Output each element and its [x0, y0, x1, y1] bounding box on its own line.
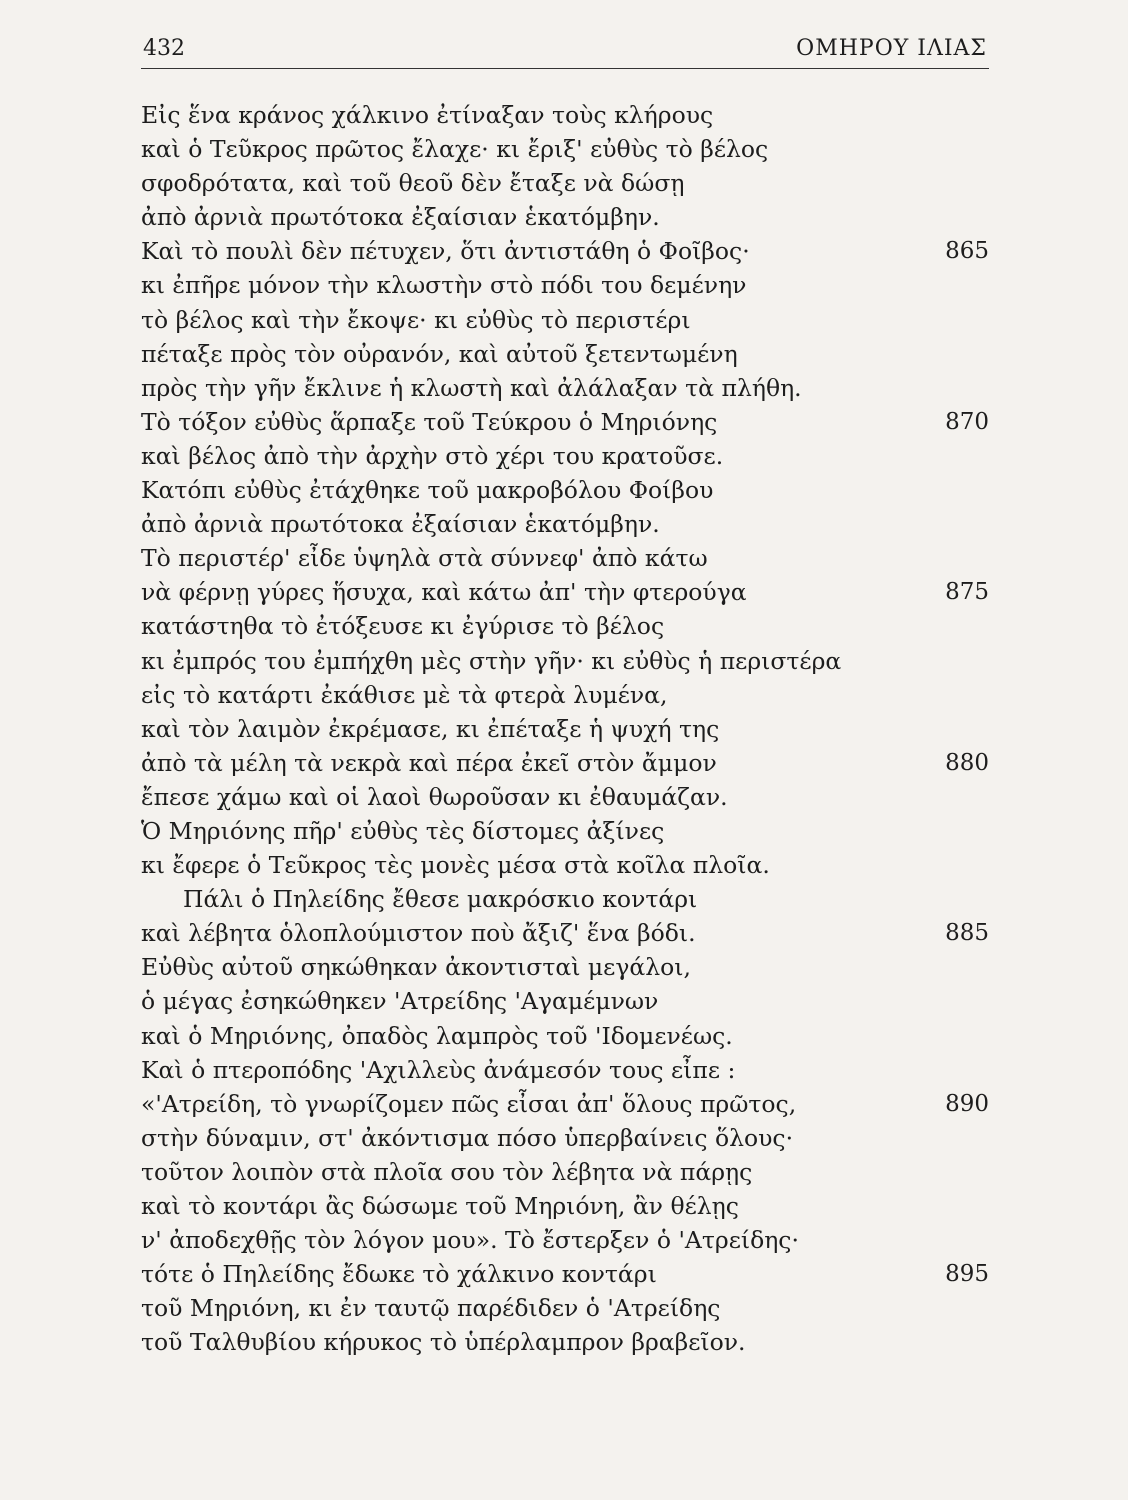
- verse-line: [141, 746, 989, 780]
- verse-text: τοῦτον λοιπὸν στὰ πλοῖα σου τὸν λέβητα νὰ πάρῃς: [141, 1157, 753, 1186]
- verse-text: νὰ φέρνῃ γύρες ἥσυχα, καὶ κάτω ἀπ' τὴν φτερούγα: [141, 578, 747, 607]
- verse-line: [141, 541, 989, 575]
- verse-text: Πάλι ὁ Πηλείδης ἔθεσε μακρόσκιο κοντάρι: [183, 885, 698, 914]
- verse-line: [141, 132, 989, 166]
- verse-text: καὶ ὁ Μηριόνης, ὀπαδὸς λαμπρὸς τοῦ 'Ιδομενέως.: [141, 1021, 733, 1050]
- verse-text: καὶ λέβητα ὁλοπλούμιστον ποὺ ἄξιζ' ἕνα βόδι.: [141, 919, 696, 948]
- verse-line: [141, 1257, 989, 1291]
- verse-line: [141, 405, 989, 439]
- verse-line: [141, 337, 989, 371]
- verse-line: [141, 678, 989, 712]
- verse-line: [141, 1019, 989, 1053]
- verse-text: Εὐθὺς αὐτοῦ σηκώθηκαν ἀκοντισταὶ μεγάλοι,: [141, 953, 691, 982]
- verse-line: [141, 609, 989, 643]
- line-number: 885: [945, 920, 989, 947]
- verse-line: [141, 848, 989, 882]
- verse-line: [141, 303, 989, 337]
- verse-line: [141, 166, 989, 200]
- verse-text: Ὁ Μηριόνης πῆρ' εὐθὺς τὲς δίστομες ἀξίνες: [141, 816, 665, 845]
- verse-line: [141, 200, 989, 234]
- verse-text: κι ἐμπρός του ἐμπήχθη μὲς στὴν γῆν· κι εὐθὺς ἡ περιστέρα: [141, 646, 842, 675]
- line-number: 865: [945, 238, 989, 265]
- verse-text: ἀπὸ ἀρνιὰ πρωτότοκα ἐξαίσιαν ἑκατόμβην.: [141, 203, 660, 232]
- verse-line: [141, 984, 989, 1018]
- verse-line: [141, 1121, 989, 1155]
- line-number: 895: [945, 1261, 989, 1288]
- page-number: 432: [143, 36, 185, 61]
- verse-line: [141, 780, 989, 814]
- verse-text: Κατόπι εὐθὺς ἐτάχθηκε τοῦ μακροβόλου Φοίβου: [141, 476, 714, 505]
- line-number: 880: [945, 749, 989, 776]
- verse-text: Καὶ ὁ πτεροπόδης 'Αχιλλεὺς ἀνάμεσόν τους εἶπε :: [141, 1055, 736, 1084]
- verse-line: [141, 1223, 989, 1257]
- verse-text: πέταξε πρὸς τὸν οὐρανόν, καὶ αὐτοῦ ξετεντωμένη: [141, 339, 738, 368]
- verse-line: [141, 268, 989, 302]
- verse-line: [141, 814, 989, 848]
- verse-line: [141, 234, 989, 268]
- verse-text: καὶ βέλος ἀπὸ τὴν ἀρχὴν στὸ χέρι του κρατοῦσε.: [141, 441, 724, 470]
- verse-text: ἔπεσε χάμω καὶ οἱ λαοὶ θωροῦσαν κι ἐθαυμάζαν.: [141, 782, 728, 811]
- page-header: [141, 34, 989, 69]
- verse-text: καὶ ὁ Τεῦκρος πρῶτος ἔλαχε· κι ἔριξ' εὐθὺς τὸ βέλος: [141, 135, 769, 164]
- verse-text: πρὸς τὴν γῆν ἔκλινε ἡ κλωστὴ καὶ ἀλάλαξαν τὰ πλήθη.: [141, 373, 802, 402]
- verse-line: [141, 439, 989, 473]
- verse-line: [141, 1189, 989, 1223]
- verse-line: [141, 1325, 989, 1359]
- line-number: 870: [945, 408, 989, 435]
- verse-text: τὸ βέλος καὶ τὴν ἔκοψε· κι εὐθὺς τὸ περιστέρι: [141, 305, 691, 334]
- verse-text: «'Ατρείδη, τὸ γνωρίζομεν πῶς εἶσαι ἀπ' ὅλους πρῶτος,: [141, 1089, 797, 1118]
- verse-line: [141, 712, 989, 746]
- verse-text: τοῦ Μηριόνη, κι ἐν ταυτῷ παρέδιδεν ὁ 'Ατρείδης: [141, 1294, 721, 1323]
- running-title: ΟΜΗΡΟΥ ΙΛΙΑΣ: [796, 36, 987, 61]
- verse-line: [141, 916, 989, 950]
- verse-line: [141, 1155, 989, 1189]
- verse-text: εἰς τὸ κατάρτι ἐκάθισε μὲ τὰ φτερὰ λυμένα,: [141, 680, 668, 709]
- line-number: 875: [945, 579, 989, 606]
- verse-line: [141, 507, 989, 541]
- verse-text: τοῦ Ταλθυβίου κήρυκος τὸ ὑπέρλαμπρον βραβεῖον.: [141, 1328, 746, 1357]
- verse-text: ἀπὸ ἀρνιὰ πρωτότοκα ἐξαίσιαν ἑκατόμβην.: [141, 510, 660, 539]
- verse-line: [141, 882, 989, 916]
- verse-text: κατάστηθα τὸ ἐτόξευσε κι ἐγύρισε τὸ βέλος: [141, 612, 665, 641]
- verse-line: [141, 1087, 989, 1121]
- verse-text: ν' ἀποδεχθῇς τὸν λόγον μου». Τὸ ἔστερξεν ὁ 'Ατρείδης·: [141, 1226, 799, 1255]
- verse-line: [141, 1053, 989, 1087]
- verse-text: ἀπὸ τὰ μέλη τὰ νεκρὰ καὶ πέρα ἐκεῖ στὸν ἄμμον: [141, 748, 717, 777]
- verse-text: σφοδρότατα, καὶ τοῦ θεοῦ δὲν ἔταξε νὰ δώσῃ: [141, 169, 685, 198]
- verse-line: [141, 473, 989, 507]
- verse-text: Τὸ περιστέρ' εἶδε ὑψηλὰ στὰ σύννεφ' ἀπὸ κάτω: [141, 544, 708, 573]
- verse-text: τότε ὁ Πηλείδης ἔδωκε τὸ χάλκινο κοντάρι: [141, 1260, 657, 1289]
- poem-text: [141, 98, 989, 1359]
- verse-text: κι ἔφερε ὁ Τεῦκρος τὲς μονὲς μέσα στὰ κοῖλα πλοῖα.: [141, 851, 770, 880]
- verse-line: [141, 1291, 989, 1325]
- verse-text: στὴν δύναμιν, στ' ἀκόντισμα πόσο ὑπερβαίνεις ὅλους·: [141, 1123, 794, 1152]
- verse-text: Εἰς ἕνα κράνος χάλκινο ἐτίναξαν τοὺς κλήρους: [141, 101, 714, 129]
- verse-line: [141, 644, 989, 678]
- verse-text: κι ἐπῆρε μόνον τὴν κλωστὴν στὸ πόδι του δεμένην: [141, 271, 747, 300]
- verse-text: Καὶ τὸ πουλὶ δὲν πέτυχεν, ὅτι ἀντιστάθη ὁ Φοῖβος·: [141, 237, 750, 266]
- verse-line: [141, 950, 989, 984]
- verse-line: [141, 371, 989, 405]
- verse-text: Τὸ τόξον εὐθὺς ἅρπαξε τοῦ Τεύκρου ὁ Μηριόνης: [141, 407, 718, 436]
- verse-text: καὶ τὸν λαιμὸν ἐκρέμασε, κι ἐπέταξε ἡ ψυχή της: [141, 714, 720, 743]
- verse-text: καὶ τὸ κοντάρι ἂς δώσωμε τοῦ Μηριόνη, ἂν θέλῃς: [141, 1192, 739, 1220]
- verse-line: [141, 575, 989, 609]
- verse-text: ὁ μέγας ἐσηκώθηκεν 'Ατρείδης 'Αγαμέμνων: [141, 987, 659, 1016]
- verse-line: [141, 98, 989, 132]
- line-number: 890: [945, 1090, 989, 1117]
